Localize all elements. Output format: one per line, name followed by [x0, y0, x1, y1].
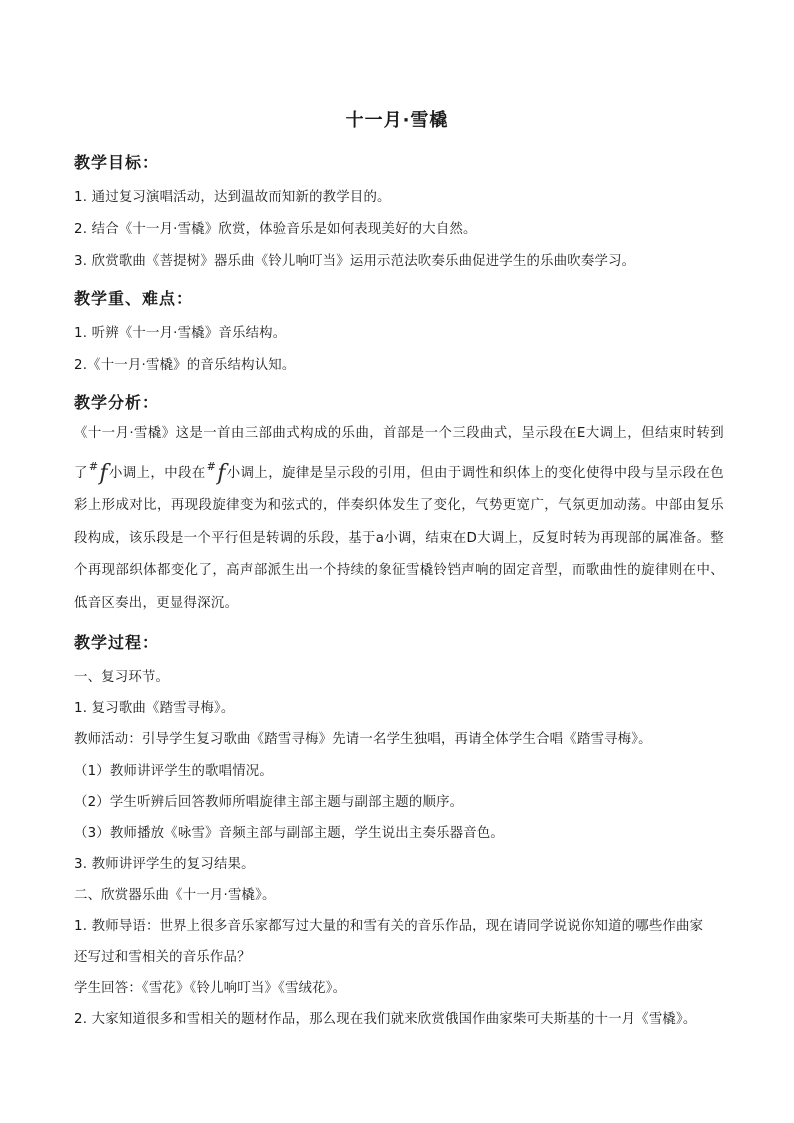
heading-objectives: 教学目标： — [74, 153, 160, 172]
sharp-sign: # — [88, 459, 99, 473]
process-line: 教师活动：引导学生复习歌曲《踏雪寻梅》先请一名学生独唱，再请全体学生合唱《踏雪寻梅》。 — [74, 732, 652, 747]
analysis-text-3: 小调上，旋律是呈示段的引用，但由于调性和织体上的变化使得中段与呈示段在色彩上形成对比，再现段旋律变为和弦式的，伴奏织体发生了变化，气势更宽广，气氛更加动荡。中部由复乐段构成，该乐段是一个平行但是转调的乐段，基于a小调，结束在D大调上，反复时转为再现部的属准备。整个再现部织体都变化了，高声部派生出一个持续的象征雪橇铃铛声响的固定音型，而歌曲性的旋律则在中、低音区奏出，更显得深沉。 — [74, 465, 724, 611]
f-sharp-symbol — [207, 451, 226, 491]
objective-2: 2. 结合《十一月·雪橇》欣赏，体验音乐是如何表现美好的大自然。 — [74, 222, 477, 237]
f-sharp-symbol — [89, 451, 108, 491]
heading-analysis: 教学分析： — [74, 393, 160, 412]
process-line: 还写过和雪相关的音乐作品？ — [74, 950, 251, 965]
sharp-sign: # — [206, 459, 217, 473]
process-line: （2）学生听辨后回答教师所唱旋律主部主题与副部主题的顺序。 — [74, 795, 464, 810]
key-point-1: 1. 听辨《十一月·雪橇》音乐结构。 — [74, 326, 287, 341]
process-line: 1. 教师导语：世界上很多音乐家都写过大量的和雪有关的音乐作品，现在请同学说说你知道的哪些作曲家 — [74, 919, 704, 934]
f-letter: f — [217, 460, 226, 486]
process-line: 一、复习环节。 — [74, 670, 170, 685]
process-line: 2. 大家知道很多和雪相关的题材作品，那么现在我们就来欣赏俄国作曲家柴可夫斯基的十一月《雪橇》。 — [74, 1012, 697, 1027]
heading-key-points: 教学重、难点： — [74, 289, 194, 308]
process-line: 学生回答：《雪花》《铃儿响叮当》《雪绒花》。 — [74, 981, 347, 996]
process-line: （3）教师播放《咏雪》音频主部与副部主题，学生说出主奏乐器音色。 — [74, 826, 505, 841]
page-title: 十一月·雪橇 — [345, 110, 449, 131]
analysis-text-2: 小调上，中段在 — [108, 465, 206, 481]
objective-1: 1. 通过复习演唱活动，达到温故而知新的教学目的。 — [74, 190, 391, 205]
objective-3: 3. 欣赏歌曲《菩提树》器乐曲《铃儿响叮当》运用示范法吹奏乐曲促进学生的乐曲吹奏学习。 — [74, 254, 636, 269]
f-letter: f — [99, 460, 108, 486]
process-line: 二、欣赏器乐曲《十一月·雪橇》。 — [74, 888, 276, 903]
heading-process: 教学过程： — [74, 633, 160, 652]
process-line: （1）教师讲评学生的歌唱情况。 — [74, 764, 273, 779]
process-line: 3. 教师讲评学生的复习结果。 — [74, 857, 255, 872]
analysis-paragraph — [74, 418, 724, 621]
key-point-2: 2.《十一月·雪橇》的音乐结构认知。 — [74, 358, 296, 373]
analysis-text-1: 《十一月·雪橇》这是一首由三部曲式构成的乐曲，首部是一个三段曲式，呈示段在E大调上，但结束时转到了 — [74, 426, 724, 481]
process-line: 1. 复习歌曲《踏雪寻梅》。 — [74, 701, 235, 716]
